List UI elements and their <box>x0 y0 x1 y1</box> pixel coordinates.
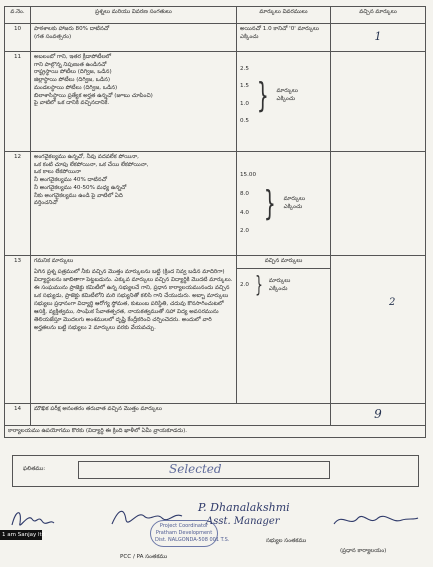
row-13-marks-cell <box>237 256 331 404</box>
curly-brace-icon: } <box>256 76 269 116</box>
result-value: Selected <box>169 462 222 476</box>
row-12-values <box>240 172 256 236</box>
row-14-text: మౌఖిక పరీక్ష అనంతరం తరువాత వచ్చిన మొత్తం మార్కులు <box>31 404 331 426</box>
row-13-number: 13 <box>5 256 31 404</box>
row-11-line: మండలస్థాయి పోటీలు (దిగ్విజ, ఒడిన) <box>34 84 118 91</box>
row-12-given-cell <box>331 152 426 256</box>
marks-label-line: ఎక్కించు <box>268 285 288 292</box>
row-10-given-mark: 1 <box>374 30 382 43</box>
curly-brace-icon: } <box>263 184 276 224</box>
row-13-question <box>31 256 237 404</box>
row-14-given-cell <box>331 404 426 426</box>
row-10-line: పాఠశాలకు హాజరు 80% దాటినచో <box>34 26 110 32</box>
row-12-line: నీ అంగవైకల్యము 40% దాటినచో <box>34 177 107 184</box>
assessment-form-table <box>4 6 426 438</box>
signature-scribble <box>330 506 420 534</box>
row-13-text: ఏగిన ప్రశ్న పత్రములో నీకు వచ్చిన మొత్తం మార్కులను బట్టి (క్రింద నివ్వ బడిన మాదిరిగా) విద్యార్థులను జాబితాగా పెట్టబడును. ఎక్కువ మార్కులు వచ్చిన విద్యార్థికి మొదటి మార్కులు. ఈ సంఘమును ప్రాజెక్టు కమిటీలో ఉన్న సభ్యులచే గాని, ప్రధాన కార్యాలయమునందు వచ్చిన ఒక సభ్యుడు, ప్రాజెక్టు కమిటీలోని మరి సభ్యునితో కలిసి గాని చేయుదురు. అబ్బా మార్కులు సభ్యులు ప్రధానంగా విద్యార్థి ఆరోగ్య స్థోమత, కుటుంబ పరిస్థితి, చదువు కొనసాగించుటలో ఆసక్తి, వ్యక్తిత్వము, సాంఘిక సేవాతత్పరత, నాయకత్వముతో సహా విద్య అవసరమును తెలియజేస్తూ మొదలగు అంశములలో దృష్టి కేంద్రీకరించి చర్చించెదరు. అందులో వారి అర్హతలను బట్టి సభ్యులు 2 మార్కులు వరకు వేయవచ్చు. <box>34 268 233 332</box>
row-12-value: 4.0 <box>240 209 249 216</box>
header-marks-details: మార్కులు వివరములు <box>237 7 331 24</box>
stamp-line: Dist. NALGONDA-508 001 T.S. <box>155 536 230 543</box>
head-office-label: (ప్రధాన కార్యాలయం) <box>340 548 387 554</box>
pcc-signature-label: PCC / PA సంతకము <box>120 554 168 560</box>
row-13-title: గమనిక మార్కులు <box>34 258 74 264</box>
result-label: ఫలితము: <box>23 466 46 472</box>
table-row-13 <box>5 256 426 404</box>
row-10-marks-note: అయినచో 1.0 కానిచో '0' మార్కులు ఎక్కించు <box>237 24 331 52</box>
result-field <box>78 461 330 479</box>
table-row-14 <box>5 404 426 426</box>
marks-label-line: మార్కులు <box>276 88 298 95</box>
row-10-line: (గత సంవత్సరం) <box>34 33 72 40</box>
row-11-line: గాని పాల్గొన్న నిపుణుత ఉండినచో <box>34 61 107 68</box>
row-11-line: బిలాశాసిస్థాయి ప్రత్యేక అర్హత ఉన్నచో (జూబు చూపించి) <box>34 92 153 99</box>
row-10-number: 10 <box>5 24 31 52</box>
row-12-question <box>31 152 237 256</box>
row-13-values <box>240 282 249 290</box>
row-11-line: రాష్ట్రస్థాయి పోటీలు (దిగ్విజ, ఒడిన) <box>34 69 112 76</box>
row-11-value: 2.5 <box>240 66 249 72</box>
signature-scribble <box>8 505 58 533</box>
row-14-number: 14 <box>5 404 31 426</box>
marks-label-line: ఎక్కించు <box>276 96 296 102</box>
stamp-line: Project Coordinator <box>159 523 209 529</box>
signature-right <box>330 506 420 538</box>
row-14-given-mark: 9 <box>374 407 382 421</box>
header-marks-obtained: వచ్చిన మార్కులు <box>331 7 426 24</box>
header-questions: ప్రశ్నలు మరియు వివరణ సంగతులు <box>31 7 237 24</box>
row-11-values <box>240 66 249 126</box>
row-12-marks-label <box>284 196 305 211</box>
row-11-line: అబలంబో గాని, ఇతర క్రీడాపోటీలలో <box>34 54 112 60</box>
row-10-given-cell <box>331 24 426 52</box>
row-11-line: పై వాటిలో ఒక దానికి వచ్చినదానికే. <box>34 100 110 107</box>
row-11-marks-cell <box>237 52 331 152</box>
row-12-line: వర్తించనిచో <box>34 200 58 207</box>
stamp-line: Pratham Development <box>155 529 213 536</box>
row-12-line: ఒక కాలు లేకపోయినా <box>34 169 81 176</box>
result-box <box>12 455 419 487</box>
row-12-marks-cell <box>237 152 331 256</box>
row-12-line: నీకు అంగవైకల్యము ఉండి పై వాటిలో ఏది <box>34 192 123 199</box>
row-11-value: 1.0 <box>240 100 249 107</box>
row-13-given-cell <box>331 256 426 404</box>
row-13-marks-header: వచ్చిన మార్కులు <box>237 256 330 269</box>
office-use-note: కార్యాలయము ఉపయోగము కొరకు (విద్యార్థి ఈ క్రింది ఖాళీలో ఏమీ వ్రాయకూడదు). <box>5 425 426 438</box>
row-11-question <box>31 52 237 152</box>
row-11-value: 1.5 <box>240 83 249 90</box>
row-12-value: 2.0 <box>240 228 249 235</box>
row-12-line: అంగవైకల్యము ఉన్నచో, నీవు వదవలేక పోయినా, <box>34 154 139 160</box>
table-row-10 <box>5 24 426 52</box>
table-row-12 <box>5 152 426 256</box>
row-12-value: 8.0 <box>240 190 249 197</box>
row-12-value: 15.00 <box>240 172 257 178</box>
office-use-row <box>5 425 426 438</box>
row-13-value: 2.0 <box>240 281 249 288</box>
member-signature-label: సభ్యుల సంతకము <box>266 538 307 544</box>
row-13-given-mark: 2 <box>389 297 396 308</box>
row-13-marks-label <box>269 278 290 293</box>
row-12-number: 12 <box>5 152 31 256</box>
row-10-question <box>31 24 237 52</box>
row-11-value: 0.5 <box>240 118 249 125</box>
row-11-marks-label <box>277 88 298 103</box>
row-12-line: నీ అంగవైకల్యము 40-50% మధ్య ఉన్నచో <box>34 184 127 191</box>
curly-brace-icon: } <box>255 272 263 298</box>
table-header-row <box>5 7 426 24</box>
row-11-given-cell <box>331 52 426 152</box>
officer-name-signature: P. Dhanalakshmi <box>198 501 290 514</box>
table-row-11 <box>5 52 426 152</box>
header-serial-no: వ.నెం. <box>5 7 31 24</box>
overlay-caption: 1 am Sanjay ltd <box>2 532 46 538</box>
row-12-line: ఒక కంటి చూపు లేకపోయినా, ఒక చేయి లేకపోయినా, <box>34 161 149 168</box>
row-11-line: జిల్లాస్థాయి పోటీలు (దిగ్విజ, ఒడిన) <box>34 77 111 84</box>
marks-label-line: ఎక్కించు <box>283 204 303 210</box>
marks-label-line: మార్కులు <box>268 278 291 284</box>
officer-title-signature: Asst. Manager <box>206 516 280 527</box>
marks-label-line: మార్కులు <box>283 196 306 203</box>
row-11-number: 11 <box>5 52 31 152</box>
